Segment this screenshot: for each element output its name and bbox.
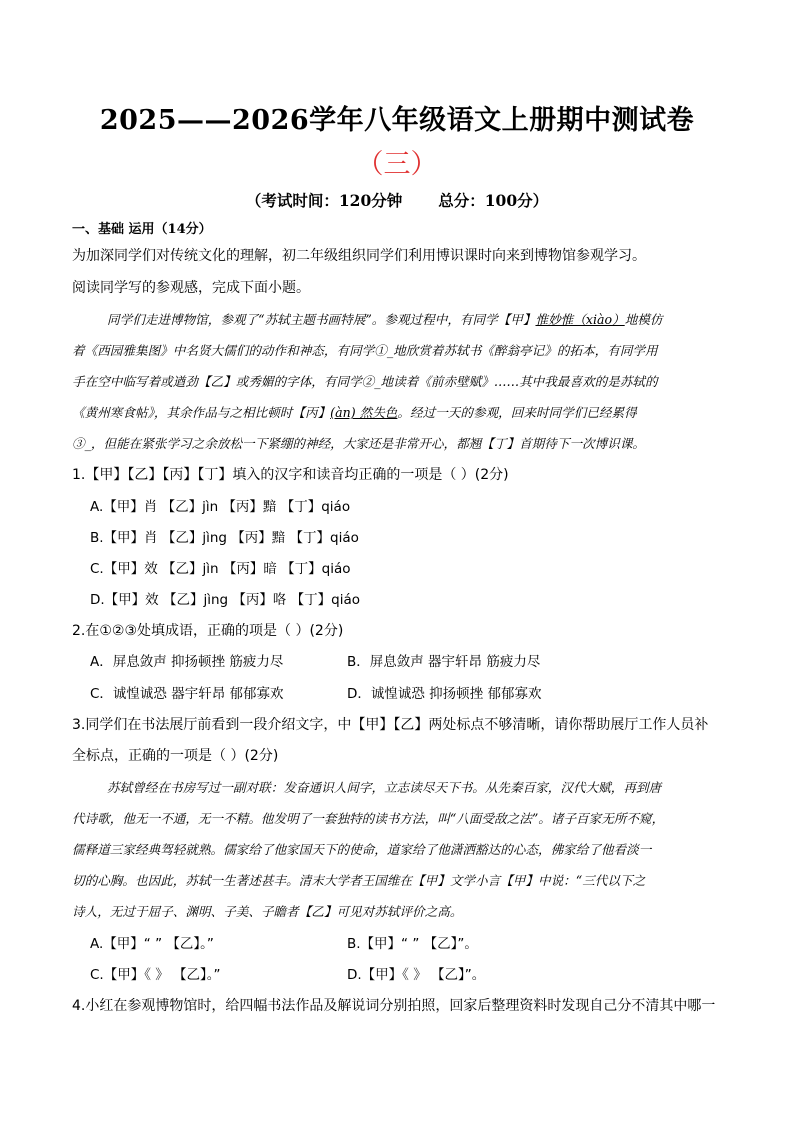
exam-info <box>0 189 794 211</box>
passage-text: 《黄州寒食帖》，其余作品与之相比顿时【丙】 <box>72 405 331 420</box>
question-3-option-d[interactable]: D.【甲】《 》 【乙】”。 <box>347 967 486 983</box>
passage-line <box>72 310 728 330</box>
passage-line: 切的心胸。也因此，苏轼一生著述甚丰。清末大学者王国维在【甲】文学小言【甲】中说：“三代以下之 <box>72 873 646 888</box>
question-2-option-d[interactable]: D．诚惶诚恐 抑扬顿挫 郁郁寡欢 <box>347 686 542 702</box>
question-1-option-c[interactable]: C.【甲】效 【乙】jìn 【丙】暗 【丁】qiáo <box>90 561 351 577</box>
question-4-stem: 4.小红在参观博物馆时，给四幅书法作品及解说词分别拍照，回家后整理资料时发现自己分不清其中哪一 <box>72 998 716 1014</box>
passage-text: 。经过一天的参观，回来时同学们已经累得 <box>397 405 637 420</box>
passage-text: 同学们走进博物馆，参观了“苏轼主题书画特展”。参观过程中，有同学【甲】 <box>107 312 536 327</box>
question-3-option-c[interactable]: C.【甲】《 》 【乙】。” <box>90 967 221 983</box>
question-3-stem: 全标点，正确的一项是（ ）(2分) <box>72 748 279 764</box>
question-2-option-c[interactable]: C．诚惶诚恐 器宇轩昂 郁郁寡欢 <box>90 686 284 702</box>
passage-line <box>72 403 728 423</box>
underlined-text: (àn) 然失色 <box>330 405 398 420</box>
question-3-option-b[interactable]: B.【甲】“ ” 【乙】”。 <box>347 936 478 952</box>
question-1-option-b[interactable]: B.【甲】肖 【乙】jìng 【丙】黯 【丁】qiáo <box>90 530 359 546</box>
passage-line: 苏轼曾经在书房写过一副对联：发奋通识人间字，立志读尽天下书。从先秦百家，汉代大赋，再到唐 <box>107 780 662 795</box>
exam-title: 2025——2026学年八年级语文上册期中测试卷 <box>99 105 695 136</box>
question-1-option-d[interactable]: D.【甲】效 【乙】jìng 【丙】咯 【丁】qiáo <box>90 592 361 608</box>
section-intro-2: 阅读同学写的参观感，完成下面小题。 <box>72 280 310 296</box>
exam-time: （考试时间：120分钟 <box>245 191 403 210</box>
section-heading: 一、基础 运用（14分） <box>72 222 212 237</box>
question-2-option-b[interactable]: B．屏息敛声 器宇轩昂 筋疲力尽 <box>347 654 541 670</box>
question-3-option-a[interactable]: A.【甲】“ ” 【乙】。” <box>90 936 214 952</box>
passage-line: 诗人，无过于屈子、渊明、子美、子瞻者【乙】可见对苏轼评价之高。 <box>72 904 463 919</box>
exam-subtitle: （三） <box>356 149 438 180</box>
section-intro-1: 为加深同学们对传统文化的理解，初二年级组织同学们利用博识课时向来到博物馆参观学习。 <box>72 248 646 264</box>
question-3-stem: 3.同学们在书法展厅前看到一段介绍文字，中【甲】【乙】两处标点不够清晰，请你帮助展厅工作人员补 <box>72 717 709 733</box>
underlined-text: 惟妙惟（xiào） <box>535 312 625 327</box>
passage-line: 儒释道三家经典驾轻就熟。儒家给了他家国天下的使命，道家给了他潇洒豁达的心态，佛家给了他看淡一 <box>72 842 652 857</box>
question-1-stem: 1.【甲】【乙】【丙】【丁】填入的汉字和读音均正确的一项是（ ）(2分) <box>72 467 509 483</box>
question-1-option-a[interactable]: A.【甲】肖 【乙】jìn 【丙】黯 【丁】qiáo <box>90 499 351 515</box>
question-2-stem: 2.在①②③处填成语，正确的项是（ ）(2分) <box>72 623 344 639</box>
passage-text: 地模仿 <box>624 312 663 327</box>
passage-line: 手在空中临写着或遒劲【乙】或秀媚的字体，有同学②_地读着《前赤壁赋》……其中我最喜欢的是苏轼的 <box>72 374 658 389</box>
passage-line: ③_，但能在紧张学习之余放松一下紧绷的神经，大家还是非常开心，都翘【丁】首期待下一次博识课。 <box>72 436 646 451</box>
exam-total-score: 总分：100分） <box>438 191 549 210</box>
passage-line: 着《西园雅集图》中名贤大儒们的动作和神态，有同学①_地欣赏着苏轼书《醉翁亭记》的拓本，有同学用 <box>72 343 658 358</box>
question-2-option-a[interactable]: A．屏息敛声 抑扬顿挫 筋疲力尽 <box>90 654 284 670</box>
passage-line: 代诗歌，他无一不通，无一不精。他发明了一套独特的读书方法，叫“八面受敌之法”。诸子百家无所不窥， <box>72 811 665 826</box>
